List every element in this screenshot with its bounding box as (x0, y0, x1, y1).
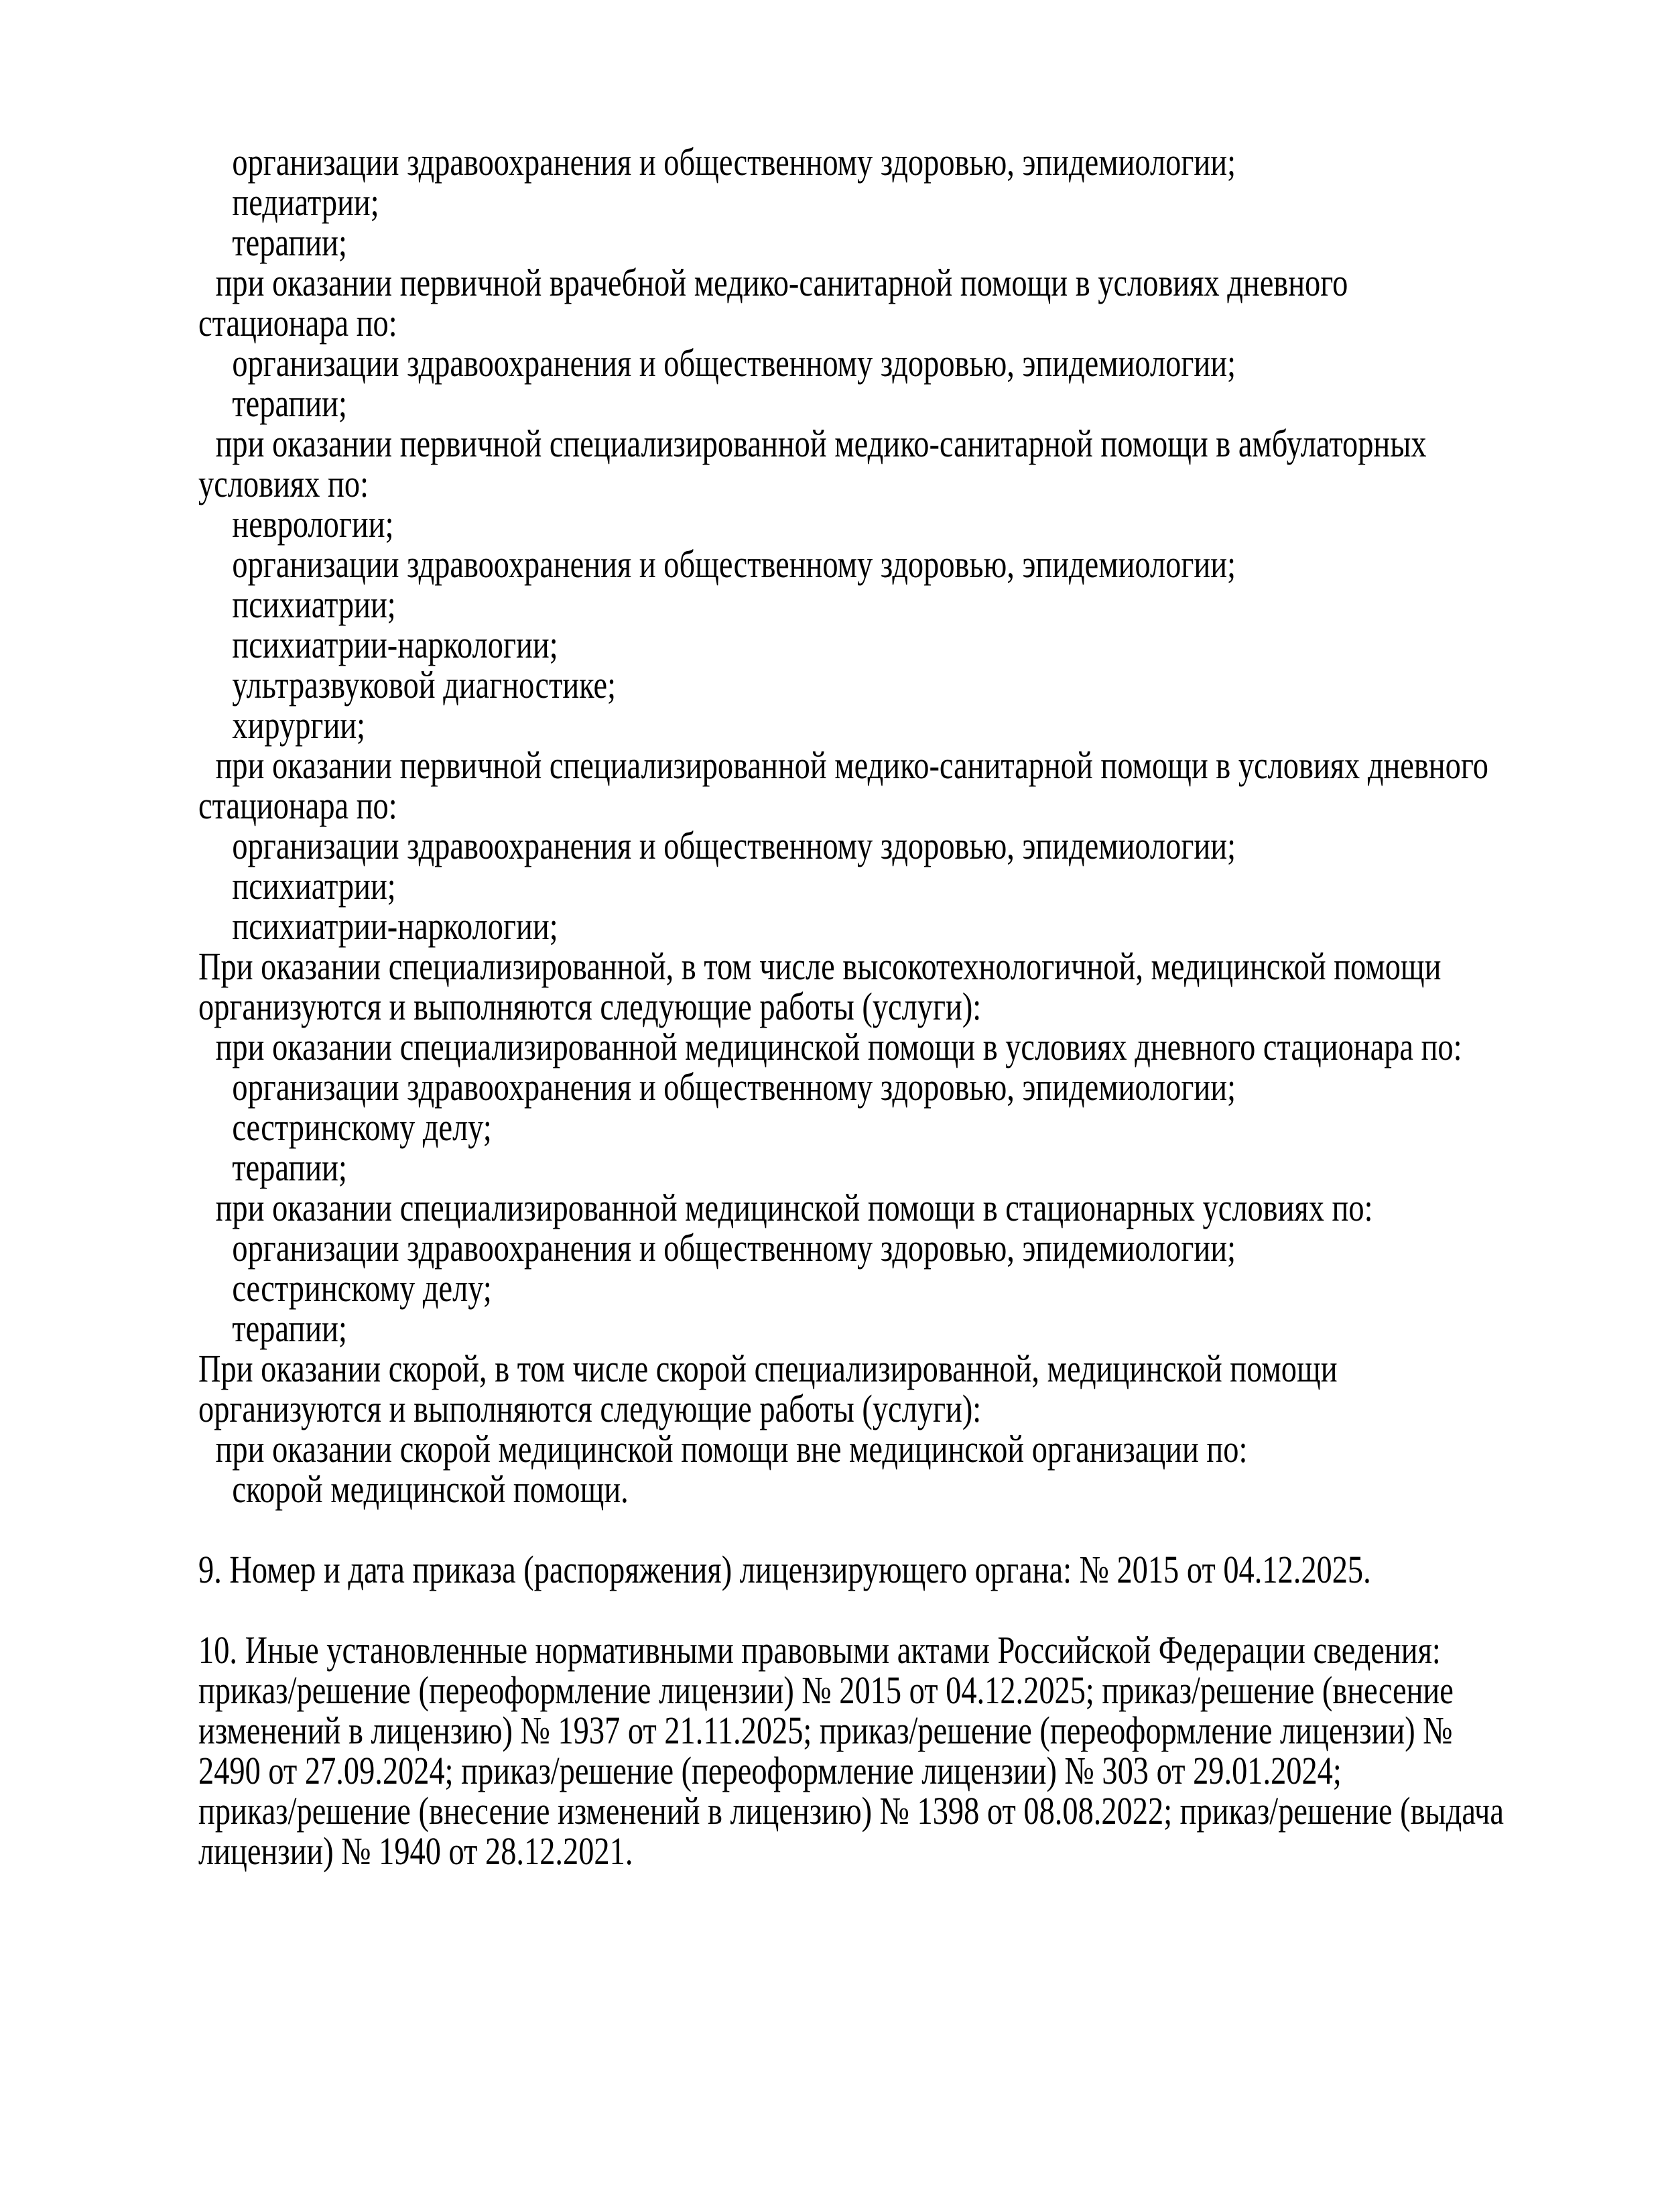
text-line: 9. Номер и дата приказа (распоряжения) лицензирующего органа: № 2015 от 04.12.2025. (198, 1548, 1371, 1591)
text-line: при оказании первичной врачебной медико-санитарной помощи в условиях дневного (215, 261, 1348, 304)
text-line: приказ/решение (внесение изменений в лицензию) № 1398 от 08.08.2022; приказ/решение (выдача (198, 1789, 1504, 1833)
text-line: психиатрии-наркологии; (232, 623, 558, 666)
text-line: ультразвуковой диагностике; (232, 663, 617, 706)
text-line: организации здравоохранения и общественному здоровью, эпидемиологии; (232, 341, 1236, 385)
text-line: организации здравоохранения и общественному здоровью, эпидемиологии; (232, 1065, 1236, 1109)
text-line: терапии; (232, 1306, 347, 1350)
text-line: неврологии; (232, 502, 394, 546)
blank-line (198, 1590, 1657, 1630)
text-line: при оказании специализированной медицинской помощи в стационарных условиях по: (215, 1186, 1373, 1229)
text-line: при оказании скорой медицинской помощи вне медицинской организации по: (215, 1427, 1248, 1471)
text-line: терапии; (232, 381, 347, 425)
text-line: условиях по: (198, 462, 369, 505)
text-line: сестринскому делу; (232, 1105, 492, 1149)
text-line: При оказании специализированной, в том числе высокотехнологичной, медицинской помощи (198, 944, 1442, 988)
text-line: стационара по: (198, 784, 397, 827)
text-line: сестринскому делу; (232, 1266, 492, 1310)
text-line: при оказании первичной специализированной медико-санитарной помощи в амбулаторных (215, 422, 1427, 465)
text-line: скорой медицинской помощи. (232, 1467, 629, 1511)
text-line: организуются и выполняются следующие работы (услуги): (198, 1387, 982, 1430)
text-line: организации здравоохранения и общественному здоровью, эпидемиологии; (232, 542, 1236, 586)
text-line: организации здравоохранения и общественному здоровью, эпидемиологии; (232, 140, 1236, 184)
text-line: стационара по: (198, 301, 397, 345)
text-line: приказ/решение (переоформление лицензии) № 2015 от 04.12.2025; приказ/решение (внесение (198, 1668, 1454, 1712)
text-line: психиатрии; (232, 864, 396, 908)
text-line: при оказании первичной специализированной медико-санитарной помощи в условиях дневного (215, 743, 1488, 787)
text-line: психиатрии; (232, 582, 396, 626)
text-line: психиатрии-наркологии; (232, 904, 558, 948)
text-line: педиатрии; (232, 180, 379, 224)
text-line: лицензии) № 1940 от 28.12.2021. (198, 1829, 633, 1873)
text-block (198, 142, 1657, 1871)
text-line: организуются и выполняются следующие работы (услуги): (198, 985, 982, 1028)
text-line: 2490 от 27.09.2024; приказ/решение (переоформление лицензии) № 303 от 29.01.2024; (198, 1749, 1342, 1792)
text-line: терапии; (232, 221, 347, 264)
text-line: при оказании специализированной медицинской помощи в условиях дневного стационара по: (215, 1025, 1462, 1068)
text-line: организации здравоохранения и общественному здоровью, эпидемиологии; (232, 824, 1236, 867)
text-line: хирургии; (232, 703, 366, 747)
text-line: организации здравоохранения и общественному здоровью, эпидемиологии; (232, 1226, 1236, 1270)
blank-line (198, 1510, 1657, 1550)
text-line: терапии; (232, 1146, 347, 1189)
text-line: При оказании скорой, в том числе скорой специализированной, медицинской помощи (198, 1347, 1338, 1390)
text-line: изменений в лицензию) № 1937 от 21.11.2025; приказ/решение (переоформление лицензии) № (198, 1709, 1453, 1752)
text-line: 10. Иные установленные нормативными правовыми актами Российской Федерации сведения: (198, 1628, 1441, 1672)
